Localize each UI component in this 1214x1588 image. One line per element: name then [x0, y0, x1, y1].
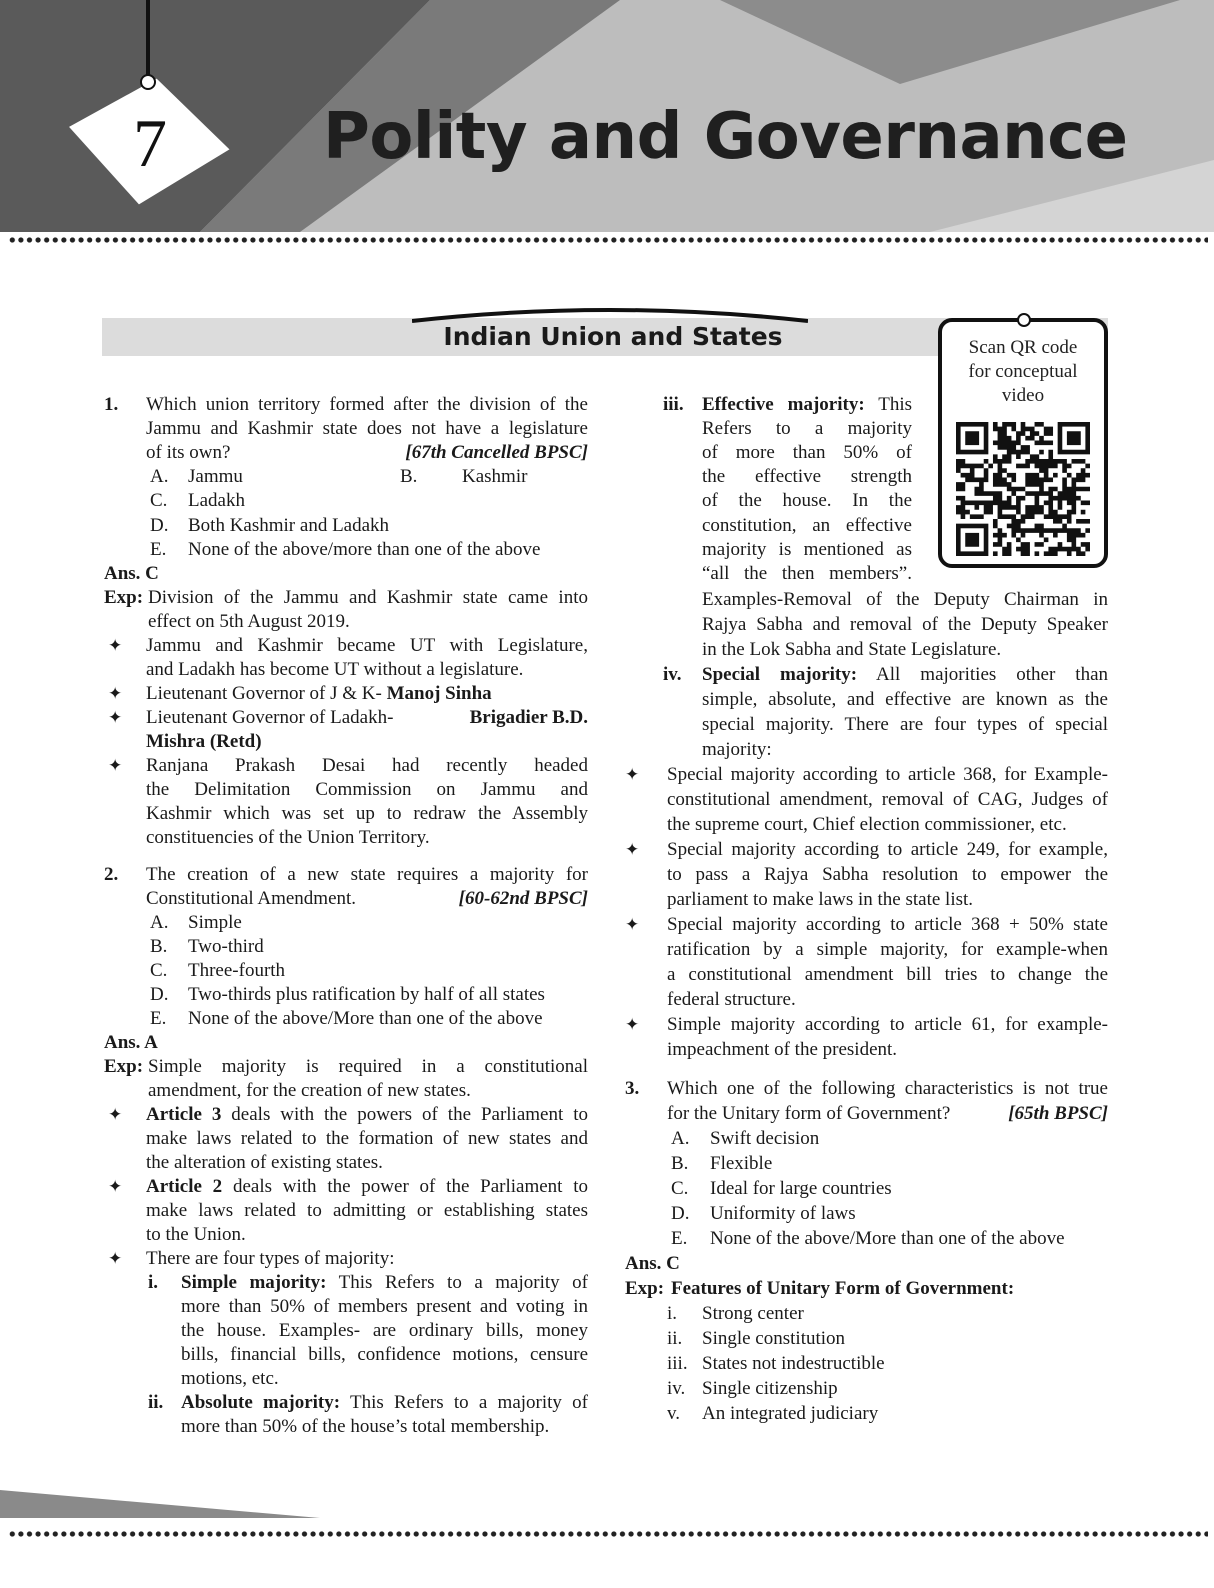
bullet-text: Simple majority according to article 61, for example- — [667, 1014, 1108, 1035]
majority-text: Simple majority: This Refers to a majority of — [181, 1272, 588, 1293]
bullet-text: parliament to make laws in the state list. — [667, 889, 974, 910]
chapter-header — [0, 0, 1214, 232]
majority-text: “all the then members”. — [702, 563, 912, 584]
bullet-text: Lieutenant Governor of Ladakh- — [146, 707, 394, 728]
option-text: Kashmir — [462, 466, 528, 487]
bullet-star-icon: ✦ — [108, 708, 123, 728]
explanation-label: Exp: — [625, 1278, 665, 1299]
dotted-divider-top — [8, 236, 1208, 244]
bullet-text: Special majority according to article 368 + 50% state — [667, 914, 1108, 935]
bullet-star-icon: ✦ — [108, 684, 123, 704]
option-key: E. — [150, 1008, 167, 1029]
bullet-text: the supreme court, Chief election commissioner, etc. — [667, 814, 1067, 835]
footer-wedge — [0, 1490, 320, 1518]
option-key: D. — [150, 515, 169, 536]
bullet-text: Lieutenant Governor of J & K- Manoj Sinha — [146, 683, 492, 704]
bullet-text: Kashmir which was set up to redraw the Assembly — [146, 803, 588, 824]
feature-key: iii. — [667, 1353, 688, 1374]
option-text: None of the above/more than one of the above — [188, 539, 541, 560]
majority-text: Special majority: All majorities other than — [702, 664, 1109, 685]
majority-text: Rajya Sabha and removal of the Deputy Speaker — [702, 614, 1108, 635]
explanation-label: Exp: — [104, 1056, 144, 1077]
majority-text: special majority. There are four types of special — [702, 714, 1108, 735]
qr-caption: Scan QR code for conceptual video — [968, 337, 1078, 406]
option-text: Uniformity of laws — [710, 1203, 856, 1224]
feature-text: Strong center — [702, 1303, 804, 1324]
option-key: B. — [150, 936, 168, 957]
bullet-text: to the Union. — [146, 1224, 246, 1245]
majority-text: more than 50% of members present and voting in — [181, 1296, 588, 1317]
question-text: for the Unitary form of Government? — [667, 1103, 951, 1124]
majority-text: majority: — [702, 739, 772, 760]
bullet-text: There are four types of majority: — [146, 1248, 395, 1269]
majority-text: Examples-Removal of the Deputy Chairman in — [702, 589, 1108, 610]
majority-numeral: iv. — [663, 664, 682, 685]
bullet-star-icon: ✦ — [108, 1249, 123, 1269]
question-text: of its own? — [146, 442, 231, 463]
majority-text: Effective majority: This — [702, 394, 912, 415]
explanation-text: Simple majority is required in a constitutional — [148, 1056, 588, 1077]
bullet-text: Special majority according to article 249, for example, — [667, 839, 1108, 860]
option-text: None of the above/More than one of the above — [188, 1008, 543, 1029]
option-text: Two-thirds plus ratification by half of all states — [188, 984, 545, 1005]
answer: Ans. C — [625, 1253, 680, 1274]
bullet-text: ratification by a simple majority, for example-when — [667, 939, 1108, 960]
feature-text: An integrated judiciary — [702, 1403, 879, 1424]
majority-text: of the house. In the — [702, 490, 912, 511]
majority-text: the house. Examples- are ordinary bills, money — [181, 1320, 588, 1341]
explanation-text: amendment, for the creation of new states. — [148, 1080, 471, 1101]
majority-text: more than 50% of the house’s total membership. — [181, 1416, 550, 1437]
majority-text: of more than 50% of — [702, 442, 912, 463]
option-key: C. — [150, 490, 168, 511]
option-key: C. — [150, 960, 168, 981]
feature-key: ii. — [667, 1328, 683, 1349]
option-key: E. — [671, 1228, 688, 1249]
majority-text: the effective strength — [702, 466, 912, 487]
option-key: A. — [671, 1128, 690, 1149]
feature-text: States not indestructible — [702, 1353, 885, 1374]
bullet-star-icon: ✦ — [625, 765, 640, 785]
feature-key: i. — [667, 1303, 678, 1324]
bullet-text: the alteration of existing states. — [146, 1152, 383, 1173]
majority-text: Refers to a majority — [702, 418, 912, 439]
chapter-number: 7 — [133, 105, 167, 181]
majority-numeral: i. — [148, 1272, 159, 1293]
question-text: Which union territory formed after the division of the — [146, 394, 588, 415]
bullet-text: constitutional amendment, removal of CAG, Judges of — [667, 789, 1108, 810]
majority-numeral: iii. — [663, 394, 684, 415]
option-text: None of the above/More than one of the above — [710, 1228, 1065, 1249]
option-key: C. — [671, 1178, 689, 1199]
option-key: B. — [400, 466, 418, 487]
question-number: 2. — [104, 864, 119, 885]
exam-source: [67th Cancelled BPSC] — [405, 442, 588, 463]
bullet-bold-text: Mishra (Retd) — [146, 731, 262, 752]
option-key: B. — [671, 1153, 689, 1174]
explanation-text: effect on 5th August 2019. — [148, 611, 350, 632]
bullet-text: and Ladakh has become UT without a legislature. — [146, 659, 524, 680]
answer: Ans. C — [104, 563, 159, 584]
bullet-text: Article 3 deals with the powers of the Parliament to — [146, 1104, 588, 1125]
majority-text: bills, financial bills, confidence motions, censure — [181, 1344, 588, 1365]
option-text: Flexible — [710, 1153, 773, 1174]
majority-numeral: ii. — [148, 1392, 164, 1413]
bullet-star-icon: ✦ — [625, 915, 640, 935]
qr-code-panel — [938, 318, 1108, 568]
option-key: D. — [671, 1203, 690, 1224]
majority-text: constitution, an effective — [702, 515, 912, 536]
bullet-star-icon: ✦ — [108, 756, 123, 776]
option-text: Jammu — [188, 466, 243, 487]
bullet-text: to pass a Rajya Sabha resolution to empower the — [667, 864, 1108, 885]
explanation-text: Division of the Jammu and Kashmir state came into — [148, 587, 588, 608]
dotted-divider-bottom — [8, 1530, 1208, 1538]
bullet-star-icon: ✦ — [108, 1105, 123, 1125]
majority-text: simple, absolute, and effective are known as the — [702, 689, 1108, 710]
bullet-text: Article 2 deals with the power of the Parliament to — [146, 1176, 589, 1197]
answer: Ans. A — [104, 1032, 158, 1053]
option-text: Three-fourth — [188, 960, 286, 981]
chapter-title: Polity and Governance — [323, 100, 1128, 174]
question-number: 3. — [625, 1078, 640, 1099]
qr-panel-knob — [1017, 313, 1031, 327]
bullet-text: the Delimitation Commission on Jammu and — [146, 779, 588, 800]
option-key: A. — [150, 466, 169, 487]
bullet-text: Jammu and Kashmir became UT with Legislature, — [146, 635, 588, 656]
majority-text: Absolute majority: This Refers to a majority of — [181, 1392, 588, 1413]
bullet-text: constituencies of the Union Territory. — [146, 827, 430, 848]
qr-code-icon[interactable] — [956, 422, 1090, 556]
question-text: Jammu and Kashmir state does not have a legislature — [146, 418, 588, 439]
option-key: E. — [150, 539, 167, 560]
bullet-text: make laws related to admitting or establishing states — [146, 1200, 588, 1221]
majority-text: motions, etc. — [181, 1368, 279, 1389]
majority-text: in the Lok Sabha and State Legislature. — [702, 639, 1002, 660]
bullet-text: federal structure. — [667, 989, 796, 1010]
exam-source: [65th BPSC] — [1008, 1103, 1108, 1124]
option-text: Two-third — [188, 936, 264, 957]
bullet-star-icon: ✦ — [625, 1015, 640, 1035]
bullet-text: make laws related to the formation of new states and — [146, 1128, 588, 1149]
option-text: Ladakh — [188, 490, 245, 511]
bullet-text: Ranjana Prakash Desai had recently headed — [146, 755, 588, 776]
majority-text: majority is mentioned as — [702, 539, 912, 560]
option-text: Ideal for large countries — [710, 1178, 892, 1199]
question-text: The creation of a new state requires a majority for — [146, 864, 588, 885]
bullet-star-icon: ✦ — [108, 1177, 123, 1197]
bullet-text: impeachment of the president. — [667, 1039, 898, 1060]
section-title: Indian Union and States — [443, 322, 783, 351]
bullet-bold-text: Brigadier B.D. — [469, 707, 588, 728]
option-text: Simple — [188, 912, 242, 933]
feature-key: v. — [667, 1403, 681, 1424]
exam-source: [60-62nd BPSC] — [458, 888, 588, 909]
question-text: Which one of the following characteristics is not true — [667, 1078, 1108, 1099]
option-key: A. — [150, 912, 169, 933]
question-text: Constitutional Amendment. — [146, 888, 357, 909]
feature-text: Single citizenship — [702, 1378, 838, 1399]
option-text: Swift decision — [710, 1128, 820, 1149]
feature-key: iv. — [667, 1378, 686, 1399]
bullet-star-icon: ✦ — [108, 636, 123, 656]
bullet-text: Special majority according to article 368, for Example- — [667, 764, 1108, 785]
option-text: Both Kashmir and Ladakh — [188, 515, 390, 536]
question-number: 1. — [104, 394, 119, 415]
explanation-label: Exp: — [104, 587, 144, 608]
explanation-title: Features of Unitary Form of Government: — [671, 1278, 1015, 1299]
bullet-text: a constitutional amendment bill tries to change the — [667, 964, 1108, 985]
option-key: D. — [150, 984, 169, 1005]
feature-text: Single constitution — [702, 1328, 846, 1349]
bullet-star-icon: ✦ — [625, 840, 640, 860]
